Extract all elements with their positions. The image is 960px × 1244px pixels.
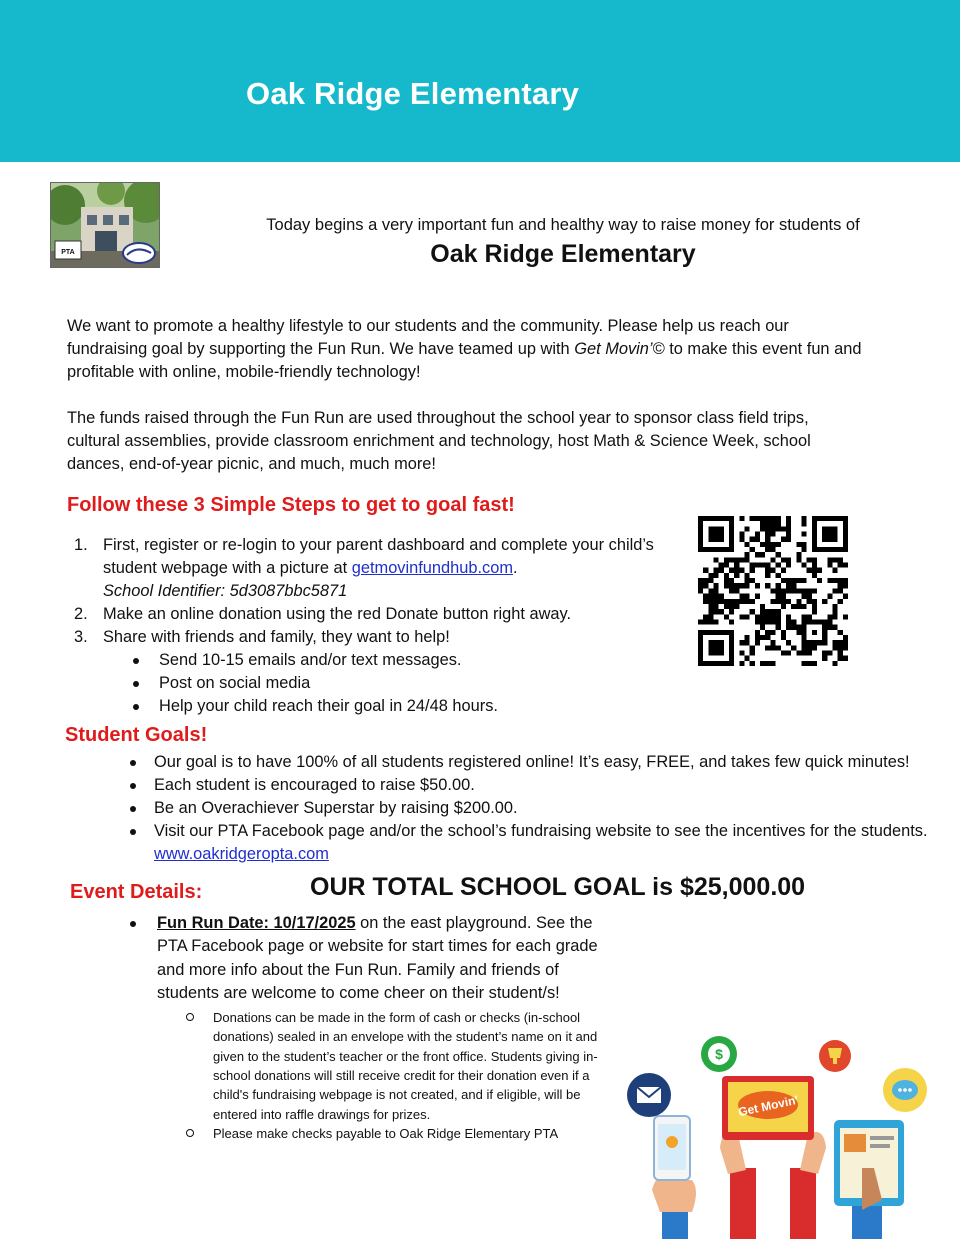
goal-text: Each student is encouraged to raise $50.00. — [154, 776, 475, 794]
donation-sub-item — [157, 1008, 604, 1124]
bullet-icon — [130, 829, 136, 835]
fundraising-illustration — [612, 1030, 942, 1239]
step-text-end: . — [513, 559, 518, 577]
total-school-goal: OUR TOTAL SCHOOL GOAL is $25,000.00 — [310, 873, 806, 901]
getmovin-link[interactable]: getmovinfundhub.com — [351, 559, 514, 577]
event-heading: Event Details: — [70, 881, 203, 903]
goals-list — [124, 751, 954, 866]
share-sub-list — [67, 649, 657, 718]
goal-text: Our goal is to have 100% of all students registered online! It’s easy, FREE, and takes few quick minutes! — [154, 753, 910, 771]
qr-code-icon[interactable] — [698, 516, 848, 666]
circle-bullet-icon — [186, 1129, 194, 1137]
event-text: on the east playground. See the PTA Facebook page or website for start times for each grade and more info about the Fun Run. Family and friends of students are welcome to come cheer on their student/s! — [157, 914, 598, 1002]
step-text: Share with friends and family, they want to help! — [103, 628, 450, 646]
header-banner — [0, 0, 960, 162]
step-item — [67, 626, 657, 718]
paragraph-funds-usage: The funds raised through the Fun Run are used throughout the school year to sponsor class field trips, cultural assemblies, provide classroom enrichment and technology, host Math & Science Week, school dances, end-of-year picnic, and much, much more! — [67, 409, 811, 473]
pta-website-link[interactable]: www.oakridgeropta.com — [154, 845, 329, 863]
intro-line: Today begins a very important fun and healthy way to raise money for students of — [266, 216, 860, 234]
share-sub-text: Post on social media — [159, 674, 311, 692]
share-sub-text: Send 10-15 emails and/or text messages. — [159, 651, 462, 669]
paragraph-part: We want to promote a healthy lifestyle to our students and the community. Please help us reach our fundraising goal by supporting the Fun Run. We have teamed up with — [67, 317, 789, 358]
steps-heading: Follow these 3 Simple Steps to get to goal fast! — [67, 494, 515, 516]
get-movin-logo-text: Get Movin' — [736, 1092, 800, 1120]
donation-text: Donations can be made in the form of cash or checks (in-school donations) sealed in an envelope with the student’s name on it and given to the student’s teacher or the front office. Students giving in-school donations will still receive credit for their donation even if a child's fundraising webpage is not created, and if eligible, will be entered into raffle drawings for prizes. — [213, 1010, 598, 1122]
donation-text: Please make checks payable to Oak Ridge Elementary PTA — [213, 1125, 559, 1141]
steps-list — [67, 534, 657, 718]
step-item — [67, 603, 657, 626]
goal-item — [124, 797, 954, 820]
event-item — [124, 912, 604, 1143]
bullet-icon — [133, 681, 139, 687]
fun-run-date: Fun Run Date: 10/17/2025 — [157, 914, 356, 932]
goals-heading: Student Goals! — [65, 724, 208, 746]
step-text: First, register or re-login to your parent dashboard and complete your child’s student webpage with a picture at — [103, 536, 654, 577]
bullet-icon — [133, 658, 139, 664]
event-list — [124, 912, 604, 1143]
goal-text: Be an Overachiever Superstar by raising $200.00. — [154, 799, 518, 817]
school-photo — [50, 182, 160, 268]
pta-sign-text: PTA — [61, 249, 75, 256]
donation-sub-item — [157, 1124, 604, 1143]
paragraph-part: to make this event fun and profitable with online, mobile-friendly technology! — [67, 340, 862, 381]
goal-text: Visit our PTA Facebook page and/or the school’s fundraising website to see the incentives for the students. — [154, 822, 928, 840]
paragraph-healthy-lifestyle — [67, 315, 867, 384]
bullet-icon — [130, 921, 136, 927]
bullet-icon — [130, 760, 136, 766]
intro-school-name: Oak Ridge Elementary — [430, 240, 696, 268]
step-number: 2. — [74, 605, 88, 623]
svg-text:$: $ — [715, 1046, 723, 1062]
step-text: Make an online donation using the red Donate button right away. — [103, 605, 572, 623]
goal-item — [124, 751, 954, 774]
circle-bullet-icon — [186, 1013, 194, 1021]
bullet-icon — [133, 704, 139, 710]
step-item — [67, 534, 657, 603]
share-sub-item — [67, 672, 657, 695]
get-movin-brand: Get Movin’© — [574, 340, 665, 358]
goal-item — [124, 820, 954, 866]
share-sub-item — [67, 649, 657, 672]
step-number: 1. — [74, 536, 88, 554]
goal-item — [124, 774, 954, 797]
bullet-icon — [130, 783, 136, 789]
step-number: 3. — [74, 628, 88, 646]
share-sub-item — [67, 695, 657, 718]
share-sub-text: Help your child reach their goal in 24/48 hours. — [159, 697, 498, 715]
donation-sub-list — [157, 1008, 604, 1143]
banner-title: Oak Ridge Elementary — [246, 76, 580, 111]
school-identifier: School Identifier: 5d3087bbc5871 — [103, 582, 348, 600]
bullet-icon — [130, 806, 136, 812]
